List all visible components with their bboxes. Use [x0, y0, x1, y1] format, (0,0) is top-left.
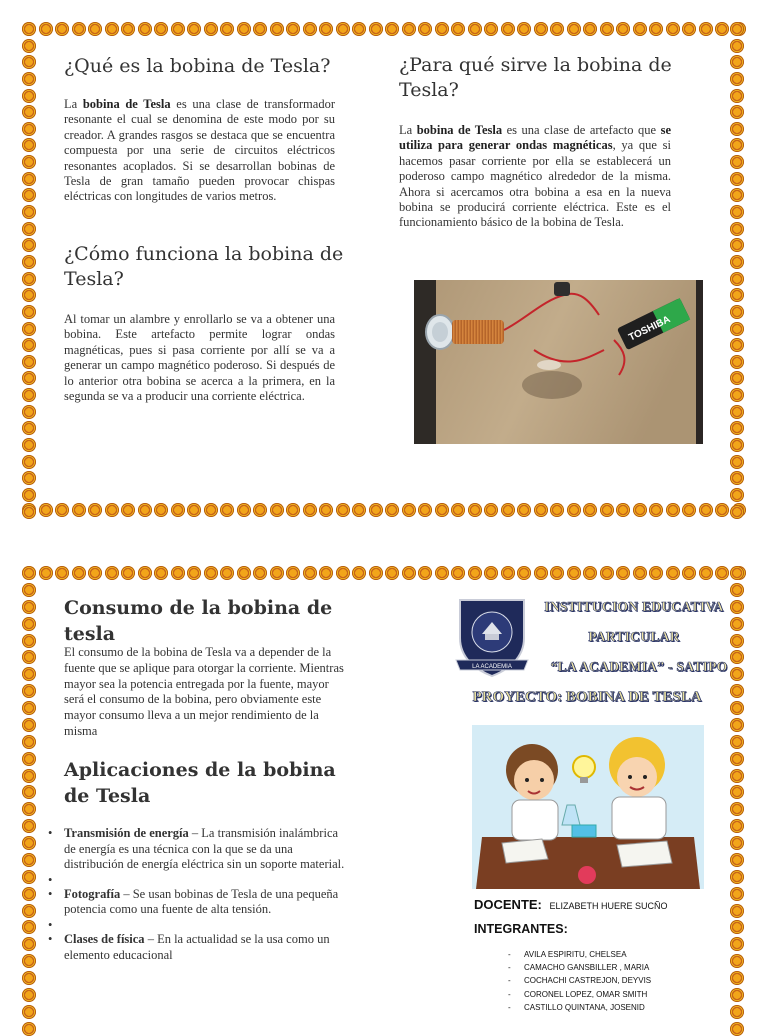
- flower-ornament-icon: [22, 971, 36, 985]
- flower-ornament-icon: [22, 667, 36, 681]
- flower-ornament-icon: [534, 22, 548, 36]
- flower-ornament-icon: [220, 566, 234, 580]
- heading-como-funciona: ¿Cómo funciona la bobina de Tesla?: [64, 243, 344, 290]
- flower-ornament-icon: [336, 22, 350, 36]
- flower-ornament-icon: [55, 22, 69, 36]
- flower-ornament-icon: [730, 684, 744, 698]
- flower-ornament-icon: [730, 920, 744, 934]
- flower-ornament-icon: [730, 471, 744, 485]
- flower-ornament-icon: [484, 22, 498, 36]
- flower-ornament-icon: [385, 22, 399, 36]
- flower-ornament-icon: [451, 22, 465, 36]
- flower-ornament-icon: [39, 566, 53, 580]
- list-item: [46, 932, 346, 963]
- flower-ornament-icon: [715, 566, 729, 580]
- flower-border-left: [22, 566, 38, 1036]
- flower-ornament-icon: [39, 22, 53, 36]
- flower-ornament-icon: [22, 650, 36, 664]
- flower-ornament-icon: [121, 566, 135, 580]
- list-item-empty: [46, 918, 346, 932]
- flower-ornament-icon: [730, 172, 744, 186]
- flower-ornament-icon: [730, 55, 744, 69]
- flower-ornament-icon: [730, 405, 744, 419]
- flower-ornament-icon: [352, 503, 366, 517]
- flower-ornament-icon: [22, 904, 36, 918]
- integrantes-label: INTEGRANTES:: [474, 922, 568, 936]
- flower-ornament-icon: [55, 503, 69, 517]
- flower-ornament-icon: [22, 988, 36, 1002]
- list-item: - COCHACHI CASTREJON, DEYVIS: [508, 974, 708, 987]
- flower-ornament-icon: [730, 255, 744, 269]
- flower-border-top: [22, 22, 746, 38]
- flower-ornament-icon: [730, 155, 744, 169]
- flower-ornament-icon: [730, 122, 744, 136]
- brochure-page-1: [22, 22, 746, 519]
- flower-ornament-icon: [22, 188, 36, 202]
- flower-ornament-icon: [730, 388, 744, 402]
- flower-ornament-icon: [22, 22, 36, 36]
- battery-brand: TOSHIBA: [627, 314, 673, 344]
- flower-ornament-icon: [730, 1005, 744, 1019]
- flower-ornament-icon: [138, 566, 152, 580]
- flower-ornament-icon: [600, 566, 614, 580]
- flower-ornament-icon: [730, 735, 744, 749]
- flower-ornament-icon: [385, 503, 399, 517]
- flower-ornament-icon: [88, 22, 102, 36]
- flower-ornament-icon: [517, 503, 531, 517]
- paragraph-text: , ya que si hacemos pasar corriente por ella se establecerá un poderoso campo magnético alrededor de la misma. Ahora si acercamos otra bobina a esa en la nueva bobina se producirá corriente eléctrica. Este es el funcionamiento básico de la bobina de Tesla.: [399, 138, 671, 230]
- flower-ornament-icon: [699, 22, 713, 36]
- flower-ornament-icon: [55, 566, 69, 580]
- school-name-line3: “LA ACADEMIA” - SATIPO: [550, 659, 728, 674]
- applications-list: [46, 826, 346, 963]
- flower-ornament-icon: [402, 22, 416, 36]
- flower-border-top: [22, 566, 746, 582]
- flower-ornament-icon: [22, 769, 36, 783]
- flower-ornament-icon: [22, 752, 36, 766]
- flower-ornament-icon: [22, 634, 36, 648]
- flower-ornament-icon: [517, 22, 531, 36]
- flower-ornament-icon: [72, 22, 86, 36]
- flower-ornament-icon: [484, 566, 498, 580]
- flower-ornament-icon: [730, 769, 744, 783]
- flower-ornament-icon: [666, 503, 680, 517]
- heading-aplicaciones: Aplicaciones de la bobina de Tesla: [64, 759, 336, 807]
- flower-ornament-icon: [22, 954, 36, 968]
- list-item-title: Fotografía: [64, 886, 121, 901]
- flower-ornament-icon: [204, 22, 218, 36]
- flower-ornament-icon: [583, 22, 597, 36]
- flower-ornament-icon: [451, 566, 465, 580]
- flower-ornament-icon: [220, 22, 234, 36]
- flower-ornament-icon: [22, 455, 36, 469]
- flower-ornament-icon: [649, 503, 663, 517]
- flower-ornament-icon: [22, 819, 36, 833]
- flower-ornament-icon: [583, 566, 597, 580]
- flower-ornament-icon: [319, 503, 333, 517]
- docente-name: ELIZABETH HUERE SUCÑO: [549, 901, 668, 911]
- flower-ornament-icon: [22, 405, 36, 419]
- flower-ornament-icon: [22, 238, 36, 252]
- flower-ornament-icon: [138, 22, 152, 36]
- bold-term: bobina de Tesla: [416, 123, 503, 137]
- flower-ornament-icon: [402, 503, 416, 517]
- flower-ornament-icon: [204, 503, 218, 517]
- flower-ornament-icon: [730, 72, 744, 86]
- flower-ornament-icon: [22, 617, 36, 631]
- flower-ornament-icon: [435, 503, 449, 517]
- flower-ornament-icon: [22, 338, 36, 352]
- flower-ornament-icon: [154, 503, 168, 517]
- kids-experiment-drawing: [472, 725, 704, 889]
- flower-ornament-icon: [352, 566, 366, 580]
- flower-ornament-icon: [286, 566, 300, 580]
- flower-ornament-icon: [220, 503, 234, 517]
- heading-que-es: ¿Qué es la bobina de Tesla?: [64, 55, 331, 77]
- flower-ornament-icon: [730, 355, 744, 369]
- flower-ornament-icon: [730, 853, 744, 867]
- flower-ornament-icon: [22, 138, 36, 152]
- flower-ornament-icon: [22, 887, 36, 901]
- flower-ornament-icon: [633, 566, 647, 580]
- flower-ornament-icon: [22, 718, 36, 732]
- flower-ornament-icon: [22, 255, 36, 269]
- flower-ornament-icon: [699, 566, 713, 580]
- paragraph-text: es una clase de transformador resonante el cual se denomina de este modo por su creador. A grandes rasgos se destaca que se encuentra compuesta por una serie de circuitos eléctricos resonantes acoplados. Si se desarrollan bobinas de Tesla de gran tamaño pueden provocar chispas eléctricas con longitudes de varios metros.: [64, 97, 335, 204]
- flower-ornament-icon: [319, 22, 333, 36]
- flower-ornament-icon: [22, 355, 36, 369]
- flower-ornament-icon: [369, 503, 383, 517]
- list-item: [46, 826, 346, 873]
- flower-ornament-icon: [105, 503, 119, 517]
- flower-ornament-icon: [237, 22, 251, 36]
- flower-ornament-icon: [22, 222, 36, 236]
- flower-ornament-icon: [730, 238, 744, 252]
- flower-ornament-icon: [253, 22, 267, 36]
- flower-ornament-icon: [730, 752, 744, 766]
- flower-ornament-icon: [730, 272, 744, 286]
- tesla-coil-photo-drawing: [414, 280, 703, 444]
- flower-ornament-icon: [730, 305, 744, 319]
- flower-ornament-icon: [730, 455, 744, 469]
- flower-ornament-icon: [319, 566, 333, 580]
- flower-ornament-icon: [22, 853, 36, 867]
- flower-ornament-icon: [534, 503, 548, 517]
- flower-ornament-icon: [501, 22, 515, 36]
- flower-ornament-icon: [237, 566, 251, 580]
- flower-ornament-icon: [22, 322, 36, 336]
- flower-ornament-icon: [730, 222, 744, 236]
- flower-ornament-icon: [666, 22, 680, 36]
- integrantes-list: [508, 948, 708, 1014]
- flower-ornament-icon: [730, 105, 744, 119]
- flower-ornament-icon: [730, 421, 744, 435]
- flower-ornament-icon: [730, 188, 744, 202]
- flower-ornament-icon: [22, 600, 36, 614]
- flower-ornament-icon: [88, 503, 102, 517]
- flower-ornament-icon: [22, 55, 36, 69]
- flower-ornament-icon: [435, 566, 449, 580]
- paragraph-que-es: [64, 97, 335, 205]
- bold-term: se utiliza para generar ondas magnéticas: [399, 123, 671, 153]
- flower-ornament-icon: [517, 566, 531, 580]
- flower-ornament-icon: [534, 566, 548, 580]
- flower-ornament-icon: [171, 566, 185, 580]
- flower-ornament-icon: [369, 22, 383, 36]
- list-item: - CORONEL LOPEZ, OMAR SMITH: [508, 988, 708, 1001]
- project-title: PROYECTO: BOBINA DE TESLA: [472, 689, 702, 705]
- flower-ornament-icon: [730, 988, 744, 1002]
- flower-ornament-icon: [418, 503, 432, 517]
- tesla-coil-photo: [414, 280, 703, 444]
- flower-ornament-icon: [730, 505, 744, 519]
- flower-ornament-icon: [567, 566, 581, 580]
- flower-ornament-icon: [633, 503, 647, 517]
- flower-ornament-icon: [237, 503, 251, 517]
- flower-ornament-icon: [187, 566, 201, 580]
- flower-ornament-icon: [730, 701, 744, 715]
- paragraph-como-funciona: Al tomar un alambre y enrollarlo se va a obtener una bobina. Este artefacto permite lograr ondas magnéticas, pues si pasa corriente por allí se va a generar un campo magnético poderoso. Si después de lo anterior otra bobina se acerca a la primera, en la segunda se va a producir una corriente eléctrica.: [64, 312, 335, 404]
- list-item-title: Clases de física: [64, 931, 145, 946]
- flower-ornament-icon: [730, 583, 744, 597]
- school-name-line2: PARTICULAR: [588, 629, 680, 644]
- flower-ornament-icon: [550, 22, 564, 36]
- flower-ornament-icon: [730, 819, 744, 833]
- flower-ornament-icon: [730, 566, 744, 580]
- flower-border-bottom: [22, 503, 746, 519]
- flower-ornament-icon: [22, 305, 36, 319]
- flower-ornament-icon: [171, 22, 185, 36]
- flower-ornament-icon: [649, 22, 663, 36]
- flower-ornament-icon: [730, 802, 744, 816]
- flower-ornament-icon: [583, 503, 597, 517]
- flower-ornament-icon: [22, 155, 36, 169]
- flower-ornament-icon: [451, 503, 465, 517]
- flower-ornament-icon: [501, 566, 515, 580]
- flower-ornament-icon: [730, 89, 744, 103]
- flower-ornament-icon: [616, 503, 630, 517]
- flower-ornament-icon: [715, 503, 729, 517]
- flower-ornament-icon: [22, 122, 36, 136]
- flower-ornament-icon: [616, 22, 630, 36]
- flower-ornament-icon: [72, 566, 86, 580]
- flower-ornament-icon: [550, 566, 564, 580]
- flower-ornament-icon: [730, 371, 744, 385]
- flower-ornament-icon: [468, 22, 482, 36]
- flower-ornament-icon: [22, 583, 36, 597]
- school-shield-icon: [452, 594, 532, 680]
- flower-ornament-icon: [22, 39, 36, 53]
- flower-border-right: [730, 22, 746, 519]
- flower-ornament-icon: [682, 566, 696, 580]
- flower-ornament-icon: [730, 39, 744, 53]
- flower-ornament-icon: [187, 22, 201, 36]
- school-name-line1: INSTITUCION EDUCATIVA: [544, 599, 724, 614]
- flower-ornament-icon: [730, 870, 744, 884]
- brochure-page-2: [22, 566, 746, 1036]
- flower-ornament-icon: [402, 566, 416, 580]
- flower-ornament-icon: [22, 438, 36, 452]
- flower-ornament-icon: [730, 205, 744, 219]
- flower-ornament-icon: [22, 288, 36, 302]
- flower-ornament-icon: [550, 503, 564, 517]
- flower-ornament-icon: [336, 503, 350, 517]
- flower-ornament-icon: [22, 89, 36, 103]
- paragraph-text: es una clase de artefacto que: [502, 123, 661, 137]
- flower-ornament-icon: [600, 22, 614, 36]
- flower-ornament-icon: [468, 566, 482, 580]
- flower-ornament-icon: [385, 566, 399, 580]
- flower-ornament-icon: [121, 503, 135, 517]
- flower-ornament-icon: [336, 566, 350, 580]
- list-item-empty: [46, 873, 346, 887]
- flower-ornament-icon: [501, 503, 515, 517]
- flower-ornament-icon: [730, 438, 744, 452]
- flower-ornament-icon: [138, 503, 152, 517]
- flower-ornament-icon: [22, 471, 36, 485]
- flower-ornament-icon: [22, 684, 36, 698]
- flower-ornament-icon: [22, 937, 36, 951]
- flower-ornament-icon: [303, 22, 317, 36]
- flower-ornament-icon: [253, 566, 267, 580]
- flower-ornament-icon: [666, 566, 680, 580]
- flower-ornament-icon: [468, 503, 482, 517]
- flower-ornament-icon: [22, 272, 36, 286]
- flower-border-left: [22, 22, 38, 519]
- flower-ornament-icon: [682, 22, 696, 36]
- paragraph-consumo: El consumo de la bobina de Tesla va a depender de la fuente que se aplique para otorgar la corriente. Mientras mayor sea la potencia entregada por la fuente, mayor será el consumo de la bobina, pero obviamente este mayor consumo lleva a un mejor rendimiento de la misma: [64, 645, 344, 738]
- flower-ornament-icon: [22, 72, 36, 86]
- flower-ornament-icon: [730, 22, 744, 36]
- flower-ornament-icon: [418, 566, 432, 580]
- flower-ornament-icon: [730, 488, 744, 502]
- paragraph-text: La: [64, 97, 83, 111]
- flower-ornament-icon: [600, 503, 614, 517]
- flower-ornament-icon: [22, 870, 36, 884]
- flower-ornament-icon: [730, 288, 744, 302]
- flower-ornament-icon: [682, 503, 696, 517]
- flower-ornament-icon: [567, 22, 581, 36]
- heading-consumo: Consumo de la bobina de tesla: [64, 597, 333, 645]
- flower-ornament-icon: [22, 566, 36, 580]
- flower-ornament-icon: [154, 22, 168, 36]
- flower-ornament-icon: [22, 802, 36, 816]
- flower-ornament-icon: [418, 22, 432, 36]
- flower-ornament-icon: [286, 22, 300, 36]
- flower-ornament-icon: [88, 566, 102, 580]
- flower-ornament-icon: [270, 22, 284, 36]
- logo-banner-text: LA ACADEMIA: [472, 664, 512, 670]
- flower-ornament-icon: [616, 566, 630, 580]
- flower-ornament-icon: [484, 503, 498, 517]
- flower-ornament-icon: [270, 566, 284, 580]
- flower-ornament-icon: [22, 735, 36, 749]
- paragraph-para-que-sirve: [399, 123, 671, 231]
- kids-science-illustration: [472, 725, 704, 889]
- flower-ornament-icon: [435, 22, 449, 36]
- flower-ornament-icon: [649, 566, 663, 580]
- flower-ornament-icon: [22, 371, 36, 385]
- flower-ornament-icon: [730, 785, 744, 799]
- flower-ornament-icon: [22, 505, 36, 519]
- bold-term: bobina de Tesla: [82, 97, 171, 111]
- flower-ornament-icon: [22, 388, 36, 402]
- paragraph-text: La: [399, 123, 417, 137]
- flower-ornament-icon: [730, 937, 744, 951]
- flower-ornament-icon: [303, 566, 317, 580]
- flower-ornament-icon: [105, 566, 119, 580]
- flower-ornament-icon: [72, 503, 86, 517]
- flower-ornament-icon: [22, 836, 36, 850]
- docente-row: [474, 897, 734, 912]
- flower-ornament-icon: [22, 701, 36, 715]
- flower-ornament-icon: [204, 566, 218, 580]
- flower-ornament-icon: [567, 503, 581, 517]
- list-item-text: – En la actualidad se la usa como un elemento educacional: [64, 931, 330, 962]
- list-item: - AVILA ESPIRITU, CHELSEA: [508, 948, 708, 961]
- list-item-title: Transmisión de energía: [64, 826, 189, 840]
- docente-label: DOCENTE:: [474, 897, 542, 912]
- flower-ornament-icon: [369, 566, 383, 580]
- flower-ornament-icon: [352, 22, 366, 36]
- flower-ornament-icon: [253, 503, 267, 517]
- flower-ornament-icon: [633, 22, 647, 36]
- flower-ornament-icon: [286, 503, 300, 517]
- flower-ornament-icon: [39, 503, 53, 517]
- heading-para-que-sirve: ¿Para qué sirve la bobina de Tesla?: [399, 54, 672, 101]
- flower-ornament-icon: [730, 836, 744, 850]
- flower-ornament-icon: [730, 954, 744, 968]
- flower-ornament-icon: [22, 920, 36, 934]
- flower-ornament-icon: [22, 172, 36, 186]
- flower-ornament-icon: [22, 421, 36, 435]
- flower-ornament-icon: [121, 22, 135, 36]
- flower-ornament-icon: [22, 785, 36, 799]
- list-item-text: – Se usan bobinas de Tesla de una pequeña potencia como una fuente de alta tensión.: [64, 886, 339, 917]
- flower-ornament-icon: [22, 1005, 36, 1019]
- flower-ornament-icon: [105, 22, 119, 36]
- flower-ornament-icon: [154, 566, 168, 580]
- flower-ornament-icon: [730, 138, 744, 152]
- list-item: [46, 887, 346, 918]
- flower-ornament-icon: [730, 338, 744, 352]
- flower-ornament-icon: [22, 105, 36, 119]
- flower-ornament-icon: [187, 503, 201, 517]
- list-item: - CASTILLO QUINTANA, JOSENID: [508, 1001, 708, 1014]
- flower-ornament-icon: [730, 718, 744, 732]
- flower-ornament-icon: [22, 205, 36, 219]
- flower-ornament-icon: [303, 503, 317, 517]
- flower-ornament-icon: [715, 22, 729, 36]
- school-logo: [452, 594, 532, 680]
- flower-ornament-icon: [22, 488, 36, 502]
- flower-ornament-icon: [270, 503, 284, 517]
- flower-ornament-icon: [730, 971, 744, 985]
- flower-ornament-icon: [171, 503, 185, 517]
- flower-ornament-icon: [730, 322, 744, 336]
- list-item-text: – La transmisión inalámbrica de energía es una técnica con la que se da una distribución de energía eléctrica sin un soporte material.: [64, 826, 345, 872]
- flower-ornament-icon: [699, 503, 713, 517]
- list-item: - CAMACHO GANSBILLER , MARIA: [508, 961, 708, 974]
